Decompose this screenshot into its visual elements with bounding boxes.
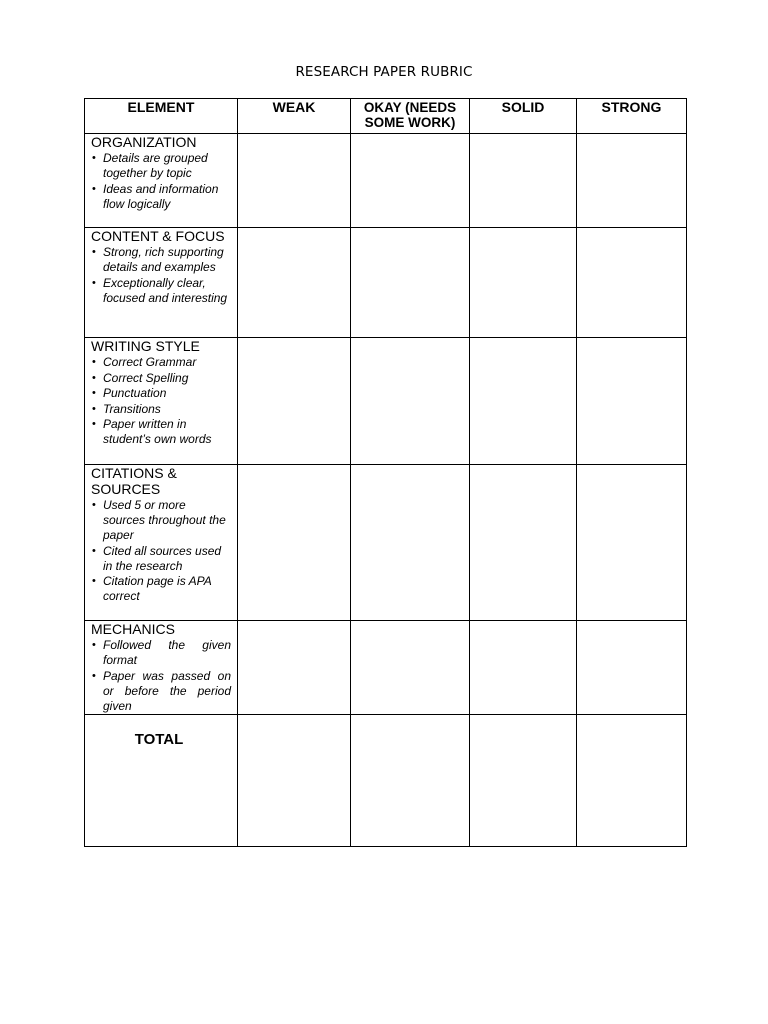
total-cell-solid[interactable]: [470, 715, 577, 847]
score-cell-strong[interactable]: [577, 338, 687, 465]
bullet-icon: •: [92, 544, 96, 557]
table-row: [85, 621, 687, 715]
list-item: • Citation page is APA correct: [92, 574, 212, 604]
header-row: [85, 99, 687, 134]
score-cell-strong[interactable]: [577, 465, 687, 621]
bullet-icon: •: [92, 356, 96, 368]
table-row: [85, 134, 687, 228]
total-label-cell: [85, 715, 238, 847]
table-row: [85, 228, 687, 338]
header-strong: STRONG: [577, 99, 687, 134]
header-okay: [351, 99, 470, 134]
criterion-cell-content-focus: [85, 228, 238, 338]
bullet-icon: •: [92, 246, 96, 258]
score-cell-solid[interactable]: [470, 621, 577, 715]
bullet-icon: •: [92, 182, 96, 195]
total-cell-weak[interactable]: [238, 715, 351, 847]
score-cell-solid[interactable]: [470, 338, 577, 465]
criterion-list: [85, 498, 237, 604]
score-cell-strong[interactable]: [577, 621, 687, 715]
list-item: • Transitions: [92, 401, 161, 416]
criterion-cell-organization: [85, 134, 238, 228]
list-item: • Cited all sources used in the research: [92, 543, 222, 573]
header-element: ELEMENT: [85, 99, 238, 134]
list-item: • Used 5 or more sources throughout the paper: [92, 498, 226, 542]
score-cell-strong[interactable]: [577, 228, 687, 338]
score-cell-solid[interactable]: [470, 134, 577, 228]
criterion-list: [85, 245, 237, 306]
list-item: • Punctuation: [92, 386, 167, 401]
list-item: • Exceptionally clear, focused and interesting: [92, 275, 228, 305]
score-cell-okay[interactable]: [351, 228, 470, 338]
list-item: • Paper written in student’s own words: [92, 417, 212, 447]
score-cell-weak[interactable]: [238, 338, 351, 465]
bullet-icon: •: [92, 371, 96, 384]
bullet-icon: •: [92, 276, 96, 289]
bullet-icon: •: [92, 639, 96, 651]
bullet-icon: •: [92, 152, 96, 164]
bullet-icon: •: [92, 669, 96, 682]
score-cell-solid[interactable]: [470, 465, 577, 621]
list-item: • Followed the given format: [92, 638, 231, 667]
score-cell-okay[interactable]: [351, 621, 470, 715]
score-cell-weak[interactable]: [238, 228, 351, 338]
criterion-cell-citations-sources: [85, 465, 238, 621]
score-cell-strong[interactable]: [577, 134, 687, 228]
criterion-title: [85, 465, 237, 497]
criterion-title: ORGANIZATION: [91, 134, 197, 150]
criterion-title-line2: SOURCES: [91, 481, 161, 497]
list-item: • Correct Grammar: [92, 355, 197, 369]
criterion-title: MECHANICS: [91, 621, 176, 637]
bullet-icon: •: [92, 387, 96, 400]
score-cell-okay[interactable]: [351, 338, 470, 465]
criterion-list: [85, 151, 237, 212]
table-row: [85, 338, 687, 465]
total-label: TOTAL: [134, 731, 184, 749]
list-item: • Details are grouped together by topic: [92, 151, 208, 180]
criterion-title: CONTENT & FOCUS: [91, 228, 225, 244]
list-item: • Correct Spelling: [92, 370, 189, 385]
list-item: • Paper was passed on or before the period given: [92, 668, 231, 713]
list-item: • Strong, rich supporting details and examples: [92, 245, 224, 274]
bullet-icon: •: [92, 418, 96, 431]
bullet-icon: •: [92, 575, 96, 588]
total-row: [85, 715, 687, 847]
header-okay-line1: OKAY (NEEDS: [363, 100, 457, 115]
criterion-title-line1: CITATIONS &: [91, 465, 177, 481]
criterion-title: WRITING STYLE: [91, 338, 200, 354]
criterion-cell-mechanics: [85, 621, 238, 715]
score-cell-solid[interactable]: [470, 228, 577, 338]
score-cell-weak[interactable]: [238, 465, 351, 621]
total-cell-strong[interactable]: [577, 715, 687, 847]
score-cell-weak[interactable]: [238, 134, 351, 228]
rubric-table: [84, 98, 687, 847]
score-cell-okay[interactable]: [351, 134, 470, 228]
bullet-icon: •: [92, 499, 96, 511]
criterion-list: [85, 355, 237, 447]
total-cell-okay[interactable]: [351, 715, 470, 847]
table-row: [85, 465, 687, 621]
criterion-list: [85, 638, 237, 714]
score-cell-weak[interactable]: [238, 621, 351, 715]
document-title: RESEARCH PAPER RUBRIC: [295, 64, 473, 80]
criterion-cell-writing-style: [85, 338, 238, 465]
header-solid: SOLID: [470, 99, 577, 134]
list-item: • Ideas and information flow logically: [92, 181, 219, 211]
bullet-icon: •: [92, 402, 96, 415]
score-cell-okay[interactable]: [351, 465, 470, 621]
header-okay-line2: SOME WORK): [364, 115, 456, 130]
header-weak: WEAK: [238, 99, 351, 134]
